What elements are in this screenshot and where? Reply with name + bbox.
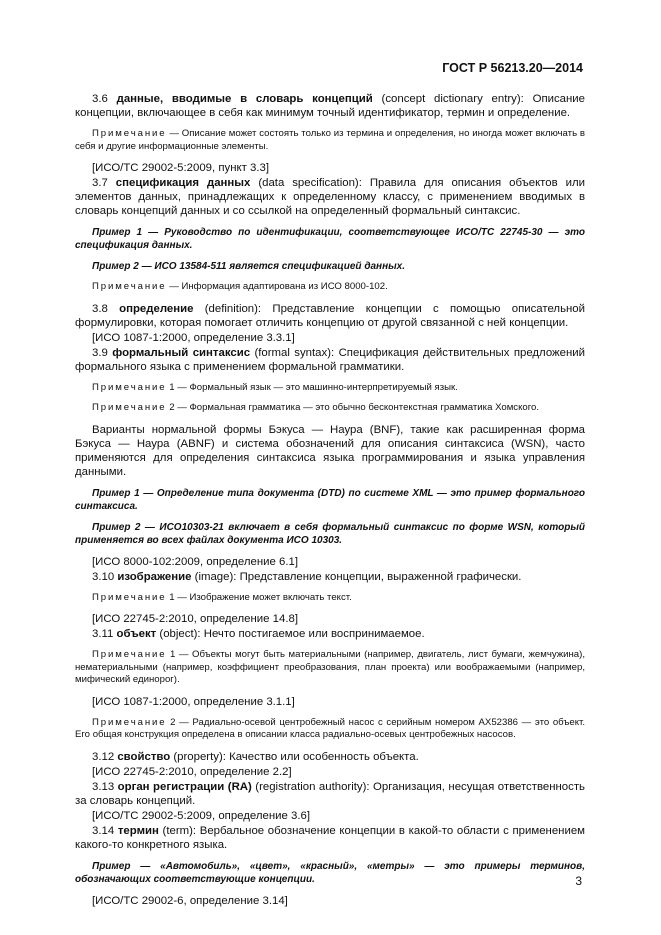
definition-text: (registration authority): Организация, несущая ответственность за словарь концепций. bbox=[75, 780, 585, 807]
definition-number: 3.8 bbox=[92, 302, 120, 315]
definition-number: 3.6 bbox=[92, 93, 117, 105]
definition-text: (definition): Представление концепции с помощью описательной формулировки, которая помогает отличить концепцию от другой связанной с ней концепции. bbox=[75, 302, 586, 329]
body-paragraph: Варианты нормальной формы Бэкуса — Наура (BNF), такие как расширенная форма Бэкуса — Наура (ABNF) и система обозначений для описания синтаксиса (WSN), часто применяются для определения синтаксиса языка программирования и языка управления данными. bbox=[75, 423, 585, 478]
definition-number: 3.7 bbox=[92, 177, 116, 189]
note-text: — Описание может состоять только из термина и определения, но иногда может включать в себя и другие информационные элементы. bbox=[75, 128, 585, 152]
term-definition bbox=[75, 176, 585, 218]
example-paragraph: Пример — «Автомобиль», «цвет», «красный», «метры» — это примеры терминов, обозначающих соответствующие концепции. bbox=[75, 860, 585, 885]
document-header: ГОСТ Р 56213.20—2014 bbox=[442, 61, 583, 75]
note-label: Примечание bbox=[92, 381, 167, 393]
term-name: определение bbox=[119, 302, 194, 315]
term-name: формальный синтаксис bbox=[112, 346, 251, 359]
term-name: свойство bbox=[117, 750, 171, 763]
term-name: орган регистрации (RA) bbox=[117, 780, 252, 793]
definition-text: (property): Качество или особенность объекта. bbox=[170, 750, 419, 763]
note-text: 1 — Изображение может включать текст. bbox=[166, 591, 352, 603]
example-paragraph: Пример 1 — Руководство по идентификации, соответствующее ИСО/ТС 22745-30 — это спецификация данных. bbox=[75, 227, 585, 251]
source-reference: [ИСО/ТС 29002-5:2009, пункт 3.3] bbox=[92, 162, 269, 174]
note-paragraph bbox=[75, 649, 585, 687]
term-definition bbox=[75, 750, 585, 764]
term-definition bbox=[75, 92, 585, 120]
term-definition bbox=[75, 302, 585, 330]
example-paragraph: Пример 1 — Определение типа документа (DTD) по системе XML — это пример формального синтаксиса. bbox=[75, 487, 585, 512]
page-content bbox=[75, 92, 585, 909]
definition-number: 3.10 bbox=[92, 570, 118, 583]
definition-text: (concept dictionary entry): Описание концепции, включающее в себя как минимум точный идентификатор, термин и определение. bbox=[75, 93, 585, 119]
note-label: Примечание bbox=[92, 716, 167, 728]
term-definition bbox=[75, 824, 585, 852]
note-label: Примечание bbox=[92, 402, 167, 413]
term-definition bbox=[75, 780, 585, 808]
note-text: 1 — Объекты могут быть материальными (например, двигатель, лист бумаги, жемчужина), нематериальными (например, коэффициент преобразования, план проекта) или воображаемыми (например, мифический единорог). bbox=[75, 649, 585, 685]
source-reference: [ИСО/ТС 29002-6, определение 3.14] bbox=[92, 894, 288, 907]
source-reference: [ИСО 22745-2:2010, определение 2.2] bbox=[92, 765, 292, 778]
note-paragraph bbox=[75, 717, 585, 742]
source-reference: [ИСО/ТС 29002-5:2009, определение 3.6] bbox=[92, 809, 310, 822]
note-paragraph bbox=[75, 128, 585, 153]
term-definition bbox=[75, 346, 585, 374]
definition-number: 3.14 bbox=[92, 824, 118, 837]
note-label: Примечание bbox=[92, 128, 167, 139]
source-reference: [ИСО 8000-102:2009, определение 6.1] bbox=[92, 555, 298, 568]
definition-number: 3.13 bbox=[92, 780, 118, 793]
term-name: термин bbox=[117, 824, 159, 837]
definition-text: (image): Представление концепции, выраженной графически. bbox=[191, 570, 522, 583]
source-reference: [ИСО 1087-1:2000, определение 3.1.1] bbox=[92, 695, 295, 708]
term-definition bbox=[75, 627, 585, 641]
term-name: объект bbox=[116, 628, 157, 640]
term-name: изображение bbox=[117, 570, 192, 583]
page-number: 3 bbox=[575, 874, 582, 888]
note-text: 2 — Радиально-осевой центробежный насос с серийным номером AX52386 — это объект. Его общая конструкция определена в описании класса радиально-осевых центробежных насосов. bbox=[75, 716, 585, 740]
definition-text: (object): Нечто постигаемое или воспринимаемое. bbox=[156, 628, 425, 640]
term-name: спецификация данных bbox=[115, 177, 251, 189]
definition-text: (formal syntax): Спецификация действительных предложений формального языка с применением формальной грамматики. bbox=[75, 346, 586, 373]
note-paragraph bbox=[75, 402, 585, 415]
definition-text: (term): Вербальное обозначение концепции в какой-то области с применением какого-то конкретного языка. bbox=[75, 824, 585, 851]
note-paragraph bbox=[75, 281, 585, 294]
source-reference: [ИСО 1087-1:2000, определение 3.3.1] bbox=[92, 331, 295, 344]
definition-number: 3.11 bbox=[92, 628, 117, 640]
note-text: 2 — Формальная грамматика — это обычно бесконтекстная грамматика Хомского. bbox=[166, 402, 540, 413]
definition-text: (data specification): Правила для описания объектов или элементов данных, принадлежащих к определенному классу, с применением вводимых в словарь концепций данных и со ссылкой на определенный формальный синтаксис. bbox=[75, 177, 585, 217]
definition-number: 3.9 bbox=[92, 346, 113, 359]
term-definition bbox=[75, 570, 585, 584]
note-text: — Информация адаптирована из ИСО 8000-102. bbox=[166, 281, 388, 292]
note-paragraph bbox=[75, 592, 585, 605]
term-name: данные, вводимые в словарь концепций bbox=[116, 93, 373, 105]
note-label: Примечание bbox=[92, 649, 167, 660]
example-paragraph: Пример 2 — ИСО10303-21 включает в себя формальный синтаксис по форме WSN, который применяется во всех файлах документа ИСО 10303. bbox=[75, 521, 585, 546]
note-label: Примечание bbox=[92, 591, 167, 603]
note-label: Примечание bbox=[92, 281, 167, 292]
note-paragraph bbox=[75, 382, 585, 395]
note-text: 1 — Формальный язык — это машинно-интерпретируемый язык. bbox=[166, 381, 458, 393]
definition-number: 3.12 bbox=[92, 750, 118, 763]
source-reference: [ИСО 22745-2:2010, определение 14.8] bbox=[92, 613, 298, 625]
example-paragraph: Пример 2 — ИСО 13584-511 является спецификацией данных. bbox=[92, 261, 406, 272]
